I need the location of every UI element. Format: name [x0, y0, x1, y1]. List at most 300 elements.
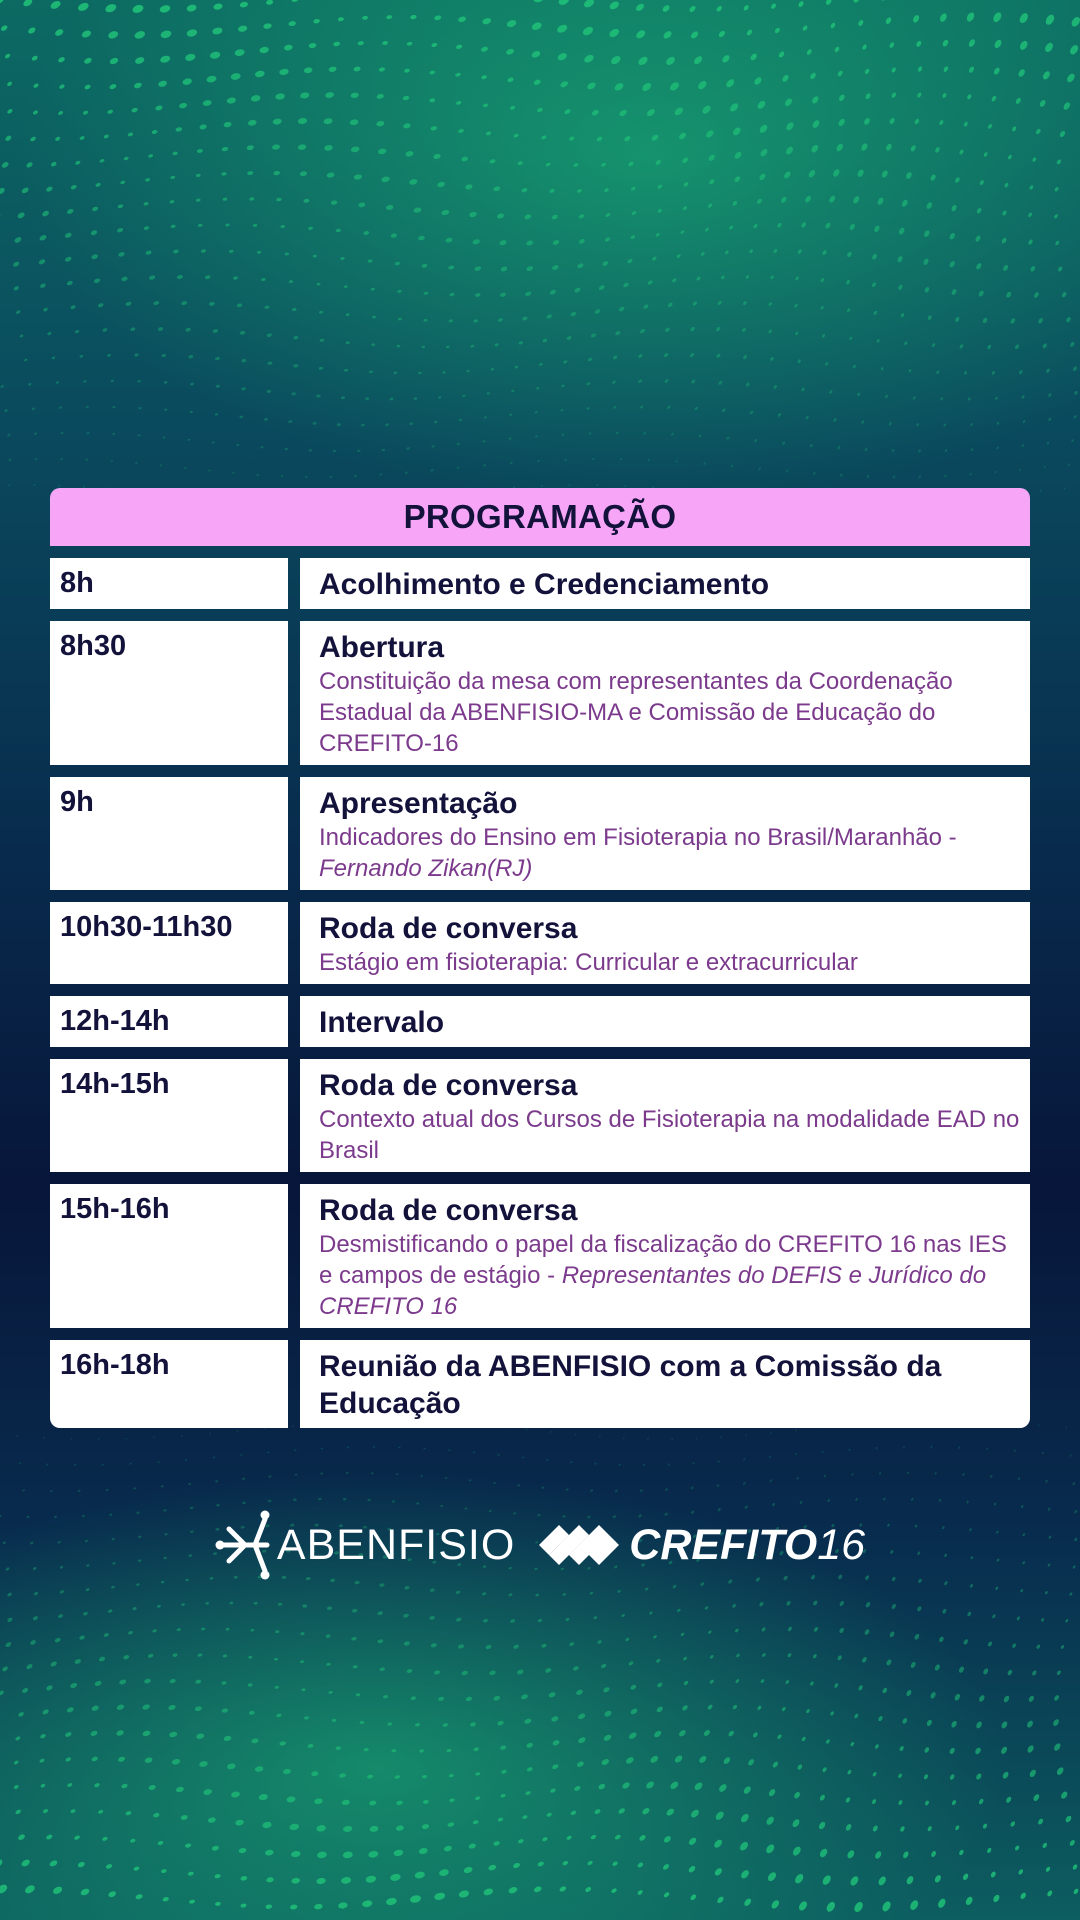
- background-dot: [1066, 72, 1077, 83]
- background-dot: [898, 1799, 904, 1805]
- background-dot: [59, 1590, 64, 1595]
- background-dot: [456, 442, 460, 445]
- background-dot: [732, 1603, 737, 1608]
- background-dot: [145, 250, 152, 256]
- schedule-row: [50, 1340, 1030, 1428]
- background-dot: [618, 109, 628, 118]
- background-dot: [1032, 157, 1037, 163]
- background-dot: [500, 1745, 507, 1751]
- background-dot: [704, 227, 709, 232]
- background-dot: [278, 1603, 283, 1607]
- background-dot: [4, 135, 12, 142]
- background-dot: [511, 389, 515, 392]
- background-dot: [170, 175, 175, 179]
- background-dot: [577, 1736, 586, 1744]
- background-dot: [781, 1706, 786, 1711]
- background-dot: [929, 1691, 936, 1699]
- background-dot: [13, 236, 22, 244]
- background-dot: [297, 144, 306, 151]
- background-dot: [505, 48, 514, 56]
- background-dot: [225, 1628, 229, 1631]
- background-dot: [736, 1653, 741, 1658]
- background-dot: [811, 95, 820, 105]
- background-dot: [812, 1600, 818, 1606]
- background-dot: [171, 1758, 181, 1765]
- background-dot: [958, 1666, 965, 1674]
- background-dot: [949, 1747, 956, 1755]
- background-dot: [274, 1685, 279, 1689]
- background-dot: [302, 1604, 307, 1608]
- background-dot: [830, 1711, 835, 1716]
- background-dot: [31, 55, 39, 62]
- schedule-row: [50, 902, 1030, 984]
- background-dot: [181, 1603, 185, 1606]
- background-dot: [716, 353, 722, 359]
- background-dot: [874, 1744, 879, 1750]
- background-dot: [1046, 441, 1049, 445]
- background-dot: [722, 1756, 731, 1765]
- background-dot: [393, 371, 397, 374]
- background-dot: [161, 353, 166, 357]
- background-dot: [749, 249, 754, 254]
- background-dot: [70, 184, 77, 190]
- background-dot: [239, 415, 243, 418]
- background-dot: [18, 1711, 25, 1717]
- background-dot: [274, 1658, 279, 1661]
- background-dot: [877, 1875, 887, 1886]
- background-dot: [703, 462, 707, 466]
- background-dot: [458, 128, 465, 133]
- background-dot: [978, 290, 985, 298]
- background-dot: [766, 1871, 777, 1883]
- background-dot: [205, 275, 211, 280]
- background-dot: [7, 433, 11, 437]
- background-dot: [121, 276, 128, 282]
- background-dot: [240, 1454, 243, 1456]
- background-dot: [951, 204, 958, 212]
- background-dot: [475, 1796, 481, 1801]
- background-dot: [608, 0, 620, 11]
- background-dot: [85, 458, 89, 461]
- background-dot: [39, 1733, 46, 1739]
- background-dot: [248, 1683, 253, 1687]
- background-dot: [489, 159, 496, 165]
- crefito-number: 16: [817, 1520, 866, 1569]
- background-dot: [950, 1720, 958, 1729]
- background-dot: [128, 1630, 134, 1635]
- background-dot: [1005, 291, 1012, 299]
- background-dot: [618, 306, 625, 313]
- background-dot: [198, 223, 203, 227]
- background-dot: [133, 1487, 137, 1490]
- background-dot: [17, 211, 26, 219]
- background-dot: [749, 52, 758, 61]
- background-dot: [976, 207, 983, 214]
- background-dot: [378, 148, 387, 155]
- background-dot: [596, 484, 599, 487]
- background-dot: [279, 1741, 286, 1746]
- background-dot: [70, 1808, 76, 1813]
- background-dot: [102, 328, 108, 333]
- background-dot: [7, 1617, 14, 1623]
- background-dot: [574, 287, 582, 294]
- background-dot: [614, 330, 621, 336]
- background-dot: [562, 1860, 569, 1866]
- background-dot: [300, 92, 310, 100]
- background-dot: [446, 1748, 452, 1752]
- background-dot: [134, 353, 139, 357]
- background-dot: [1041, 1451, 1044, 1454]
- background-dot: [891, 449, 895, 453]
- background-dot: [1039, 99, 1047, 108]
- background-dot: [793, 1791, 801, 1800]
- background-dot: [85, 405, 89, 408]
- background-dot: [314, 1798, 323, 1805]
- background-dot: [142, 1703, 151, 1710]
- background-dot: [509, 413, 513, 416]
- background-dot: [614, 1489, 618, 1493]
- background-dot: [754, 438, 758, 442]
- row-content: [300, 1059, 1030, 1172]
- background-dot: [229, 1601, 233, 1604]
- background-dot: [776, 222, 782, 228]
- background-dot: [186, 28, 198, 38]
- background-dot: [653, 1730, 663, 1739]
- background-dot: [413, 397, 417, 400]
- background-dot: [254, 1766, 263, 1773]
- background-dot: [690, 326, 696, 332]
- background-dot: [0, 1858, 4, 1869]
- background-dot: [954, 1693, 962, 1702]
- background-dot: [1003, 1695, 1011, 1703]
- background-dot: [874, 1850, 883, 1860]
- background-dot: [982, 317, 988, 324]
- background-dot: [1014, 1845, 1020, 1851]
- background-dot: [812, 1653, 818, 1659]
- background-dot: [247, 171, 254, 176]
- background-dot: [39, 234, 48, 242]
- background-dot: [513, 1644, 520, 1650]
- background-dot: [667, 405, 672, 409]
- background-dot: [434, 15, 442, 21]
- background-dot: [696, 276, 701, 281]
- background-dot: [215, 1901, 222, 1906]
- background-dot: [110, 379, 114, 382]
- background-dot: [481, 74, 488, 79]
- background-dot: [215, 356, 221, 360]
- background-dot: [849, 223, 856, 231]
- background-dot: [265, 1904, 272, 1910]
- background-dot: [181, 1435, 184, 1437]
- background-dot: [91, 1756, 99, 1762]
- background-dot: [257, 251, 262, 255]
- background-dot: [45, 1834, 53, 1841]
- background-dot: [825, 1900, 837, 1913]
- background-dot: [796, 1476, 799, 1479]
- background-dot: [292, 308, 297, 312]
- background-dot: [856, 168, 865, 178]
- background-dot: [795, 1453, 798, 1456]
- background-dot: [991, 95, 997, 102]
- row-description: Contexto atual dos Cursos de Fisioterapia na modalidade EAD no Brasil: [319, 1106, 1020, 1164]
- background-dot: [203, 1788, 213, 1795]
- background-dot: [429, 1615, 435, 1620]
- background-dot: [828, 195, 836, 204]
- background-dot: [30, 136, 37, 142]
- background-dot: [172, 151, 178, 156]
- background-dot: [465, 1696, 472, 1702]
- background-dot: [361, 423, 365, 426]
- background-dot: [344, 285, 348, 288]
- background-dot: [962, 1873, 969, 1881]
- background-dot: [160, 1485, 164, 1488]
- background-dot: [888, 422, 892, 426]
- background-dot: [797, 249, 802, 255]
- background-dot: [79, 354, 83, 358]
- background-dot: [83, 380, 87, 383]
- background-dot: [541, 1643, 547, 1649]
- background-dot: [125, 1437, 128, 1439]
- background-dot: [565, 1617, 570, 1621]
- background-dot: [1028, 1769, 1037, 1779]
- background-dot: [871, 253, 878, 260]
- background-dot: [1035, 128, 1041, 135]
- background-dot: [1048, 417, 1052, 421]
- background-dot: [1055, 240, 1060, 246]
- background-dot: [591, 109, 600, 117]
- background-dot: [110, 460, 113, 463]
- background-dot: [249, 1710, 255, 1715]
- background-dot: [804, 195, 812, 204]
- background-dot: [351, 1637, 357, 1641]
- background-dot: [0, 187, 6, 196]
- background-dot: [500, 292, 507, 298]
- background-dot: [508, 1593, 513, 1597]
- background-dot: [544, 1667, 552, 1674]
- background-dot: [1010, 317, 1016, 324]
- background-dot: [692, 1462, 695, 1465]
- background-dot: [688, 5, 696, 13]
- background-dot: [1046, 1890, 1053, 1898]
- background-dot: [889, 117, 896, 125]
- background-dot: [38, 258, 46, 265]
- crefito-logo: [537, 1515, 865, 1575]
- background-dot: [379, 1667, 385, 1672]
- background-dot: [622, 1437, 625, 1440]
- background-dot: [369, 370, 373, 373]
- background-dot: [729, 225, 734, 230]
- background-dot: [687, 1865, 696, 1874]
- background-dot: [891, 67, 897, 73]
- background-dot: [350, 92, 359, 99]
- background-dot: [403, 123, 411, 129]
- background-dot: [280, 225, 285, 229]
- background-dot: [1032, 1793, 1040, 1802]
- background-dot: [912, 14, 921, 24]
- background-dot: [448, 319, 453, 323]
- background-dot: [240, 1875, 248, 1881]
- background-dot: [145, 178, 151, 182]
- background-dot: [569, 1642, 575, 1647]
- background-dot: [781, 441, 785, 445]
- background-dot: [630, 1684, 637, 1691]
- background-dot: [931, 343, 936, 348]
- background-dot: [291, 0, 298, 2]
- background-dot: [184, 53, 196, 62]
- background-dot: [508, 1886, 519, 1895]
- background-dot: [15, 310, 20, 315]
- background-dot: [517, 1484, 521, 1487]
- background-dot: [31, 407, 35, 411]
- background-dot: [8, 458, 12, 462]
- background-dot: [583, 53, 595, 64]
- background-dot: [924, 286, 930, 293]
- background-dot: [108, 1890, 117, 1898]
- background-dot: [823, 1474, 826, 1477]
- background-dot: [875, 1447, 878, 1450]
- background-dot: [718, 380, 723, 385]
- background-dot: [593, 1616, 598, 1620]
- background-dot: [0, 1690, 5, 1697]
- background-dot: [552, 1739, 561, 1746]
- background-dot: [987, 1641, 993, 1647]
- background-dot: [986, 1847, 992, 1854]
- background-dot: [1027, 239, 1033, 246]
- background-dot: [197, 148, 204, 153]
- background-dot: [990, 1871, 997, 1879]
- background-dot: [958, 1446, 961, 1449]
- background-dot: [465, 184, 473, 191]
- background-dot: [942, 92, 948, 98]
- background-dot: [33, 483, 36, 486]
- background-dot: [853, 1900, 865, 1913]
- background-dot: [621, 1613, 625, 1617]
- row-title: Abertura: [319, 631, 445, 664]
- background-dot: [680, 1632, 685, 1637]
- background-dot: [975, 262, 982, 270]
- background-dot: [1010, 1821, 1016, 1828]
- background-dot: [395, 1825, 404, 1832]
- background-dot: [493, 1840, 500, 1846]
- background-dot: [718, 1783, 728, 1794]
- background-dot: [461, 1670, 469, 1676]
- background-dot: [421, 1823, 429, 1829]
- background-dot: [759, 1601, 765, 1607]
- background-dot: [689, 1893, 697, 1901]
- background-dot: [667, 1463, 670, 1466]
- background-dot: [69, 1682, 77, 1689]
- background-dot: [612, 380, 617, 385]
- background-dot: [482, 17, 492, 25]
- background-dot: [852, 195, 860, 204]
- background-dot: [482, 1618, 488, 1623]
- background-dot: [550, 1715, 559, 1722]
- background-dot: [614, 1834, 621, 1841]
- background-dot: [90, 1730, 98, 1737]
- background-dot: [1060, 1644, 1065, 1649]
- schedule-row: [50, 777, 1030, 890]
- background-dot: [970, 423, 973, 427]
- background-dot: [396, 345, 400, 348]
- background-dot: [857, 19, 864, 27]
- background-dot: [745, 382, 750, 387]
- background-dot: [546, 1812, 552, 1818]
- background-dot: [357, 449, 361, 452]
- background-dot: [1065, 1619, 1069, 1623]
- background-dot: [615, 431, 619, 434]
- background-dot: [1018, 1868, 1024, 1875]
- background-dot: [596, 136, 603, 142]
- background-dot: [667, 302, 673, 308]
- background-dot: [242, 1477, 246, 1480]
- background-dot: [164, 381, 168, 385]
- background-dot: [387, 1722, 392, 1726]
- background-dot: [756, 99, 767, 110]
- background-dot: [248, 119, 258, 126]
- background-dot: [643, 304, 650, 310]
- background-dot: [517, 1838, 524, 1844]
- background-dot: [959, 344, 964, 349]
- background-dot: [473, 1451, 476, 1453]
- background-dot: [353, 174, 362, 181]
- background-dot: [209, 301, 216, 306]
- background-dot: [849, 336, 853, 340]
- background-dot: [619, 458, 622, 461]
- background-dot: [363, 1748, 369, 1752]
- background-dot: [1067, 463, 1070, 466]
- background-dot: [785, 121, 795, 132]
- background-dot: [1057, 266, 1063, 273]
- background-dot: [1029, 265, 1036, 272]
- background-dot: [284, 44, 293, 51]
- background-dot: [525, 1428, 528, 1430]
- background-dot: [294, 1473, 297, 1476]
- background-dot: [409, 178, 418, 185]
- background-dot: [1056, 1766, 1065, 1776]
- background-dot: [594, 1808, 602, 1815]
- row-title: Roda de conversa: [319, 1194, 578, 1227]
- background-dot: [333, 41, 340, 47]
- background-dot: [196, 198, 201, 202]
- background-dot: [915, 40, 922, 48]
- background-dot: [825, 362, 829, 366]
- background-dot: [157, 1840, 164, 1845]
- background-dot: [188, 355, 193, 359]
- background-dot: [852, 0, 861, 4]
- background-dot: [926, 201, 934, 210]
- background-dot: [390, 233, 397, 238]
- background-dot: [1068, 44, 1080, 56]
- background-dot: [671, 277, 677, 283]
- background-dot: [1007, 154, 1012, 160]
- background-dot: [905, 1875, 914, 1886]
- background-dot: [376, 120, 385, 127]
- background-dot: [713, 1867, 723, 1877]
- background-dot: [521, 1456, 524, 1459]
- background-dot: [574, 1433, 577, 1436]
- background-dot: [597, 1783, 606, 1791]
- background-dot: [212, 27, 223, 36]
- background-dot: [807, 169, 816, 179]
- background-dot: [305, 476, 308, 479]
- background-dot: [346, 1472, 349, 1474]
- background-dot: [834, 46, 840, 53]
- background-dot: [474, 292, 480, 297]
- background-dot: [568, 136, 574, 142]
- background-dot: [316, 1877, 326, 1885]
- background-dot: [33, 1591, 38, 1596]
- background-dot: [889, 1631, 896, 1638]
